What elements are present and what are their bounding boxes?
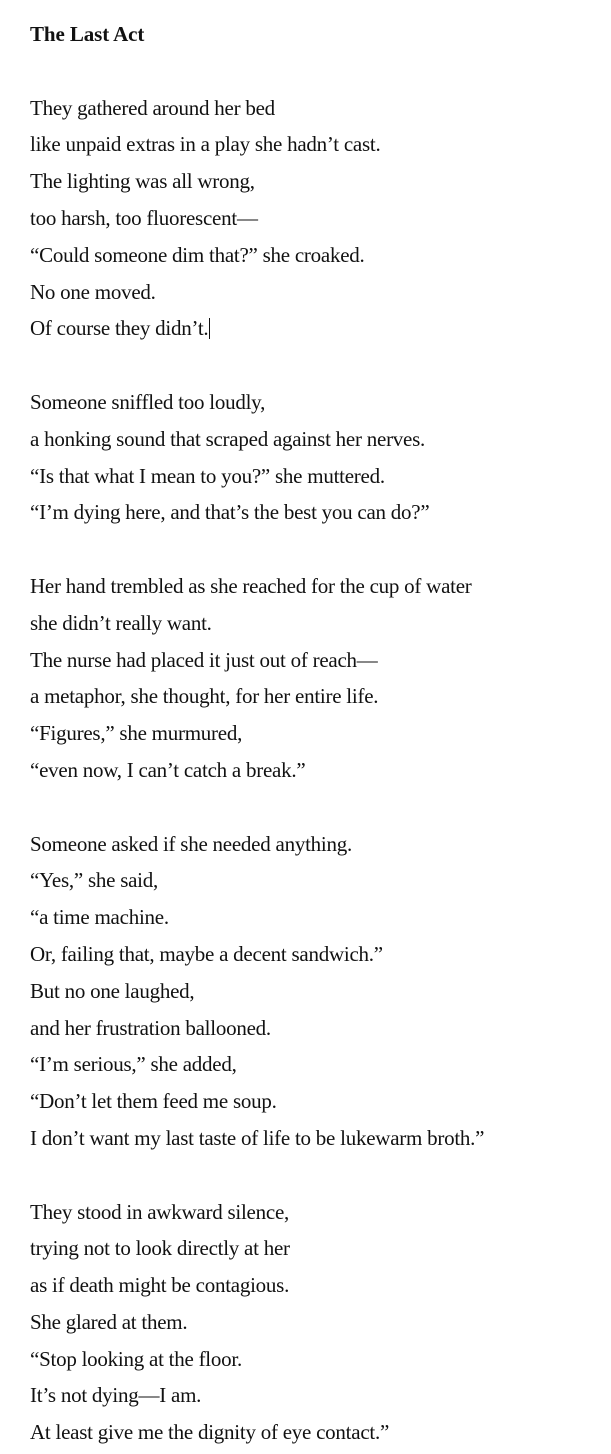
poem-line-with-cursor (30, 310, 611, 347)
poem-line: “I’m serious,” she added, (30, 1052, 237, 1077)
poem-line: “I’m dying here, and that’s the best you can do?” (30, 500, 430, 525)
poem-line: Or, failing that, maybe a decent sandwich.” (30, 941, 383, 966)
poem-line: She glared at them. (30, 1309, 188, 1334)
poem-line: trying not to look directly at her (30, 1236, 290, 1261)
text-cursor (209, 318, 210, 339)
poem-line: as if death might be contagious. (30, 1273, 290, 1298)
stanza-3 (30, 568, 611, 789)
stanza-spacer (30, 789, 611, 826)
poem-line: a honking sound that scraped against her nerves. (30, 426, 426, 451)
poem-line: Her hand trembled as she reached for the cup of water (30, 573, 472, 598)
poem-line-text: Of course they didn’t. (30, 316, 209, 341)
poem-line: “even now, I can’t catch a break.” (30, 757, 306, 782)
poem-line: “Don’t let them feed me soup. (30, 1089, 277, 1114)
poem-line: “Figures,” she murmured, (30, 721, 243, 746)
stanza-5 (30, 1194, 611, 1452)
poem-line: The nurse had placed it just out of reach— (30, 647, 378, 672)
poem-line: she didn’t really want. (30, 610, 212, 635)
stanza-1 (30, 90, 611, 348)
poem-line: Someone asked if she needed anything. (30, 831, 352, 856)
poem-line: “a time machine. (30, 905, 169, 930)
poem-line: I don’t want my last taste of life to be lukewarm broth.” (30, 1125, 485, 1150)
poem-line: like unpaid extras in a play she hadn’t cast. (30, 132, 381, 157)
poem-line: “Could someone dim that?” she croaked. (30, 242, 365, 267)
poem-line: Someone sniffled too loudly, (30, 389, 266, 414)
poem-line: too harsh, too fluorescent— (30, 205, 258, 230)
poem-line: The lighting was all wrong, (30, 169, 255, 194)
stanza-spacer (30, 53, 611, 90)
poem-line: No one moved. (30, 279, 156, 304)
poem-line: and her frustration ballooned. (30, 1015, 271, 1040)
poem-line: At least give me the dignity of eye contact.” (30, 1420, 390, 1445)
poem-line: They gathered around her bed (30, 95, 275, 120)
poem-line: But no one laughed, (30, 978, 195, 1003)
poem-line: They stood in awkward silence, (30, 1199, 290, 1224)
poem-line: a metaphor, she thought, for her entire life. (30, 684, 379, 709)
stanza-spacer (30, 1157, 611, 1194)
stanza-spacer (30, 347, 611, 384)
stanza-4 (30, 826, 611, 1157)
poem-line: “Stop looking at the floor. (30, 1346, 242, 1371)
poem-line: “Yes,” she said, (30, 868, 159, 893)
stanza-2 (30, 384, 611, 531)
stanza-spacer (30, 531, 611, 568)
poem-line: “Is that what I mean to you?” she muttered. (30, 463, 385, 488)
poem-title: The Last Act (30, 22, 145, 46)
poem-line: It’s not dying—I am. (30, 1383, 202, 1408)
